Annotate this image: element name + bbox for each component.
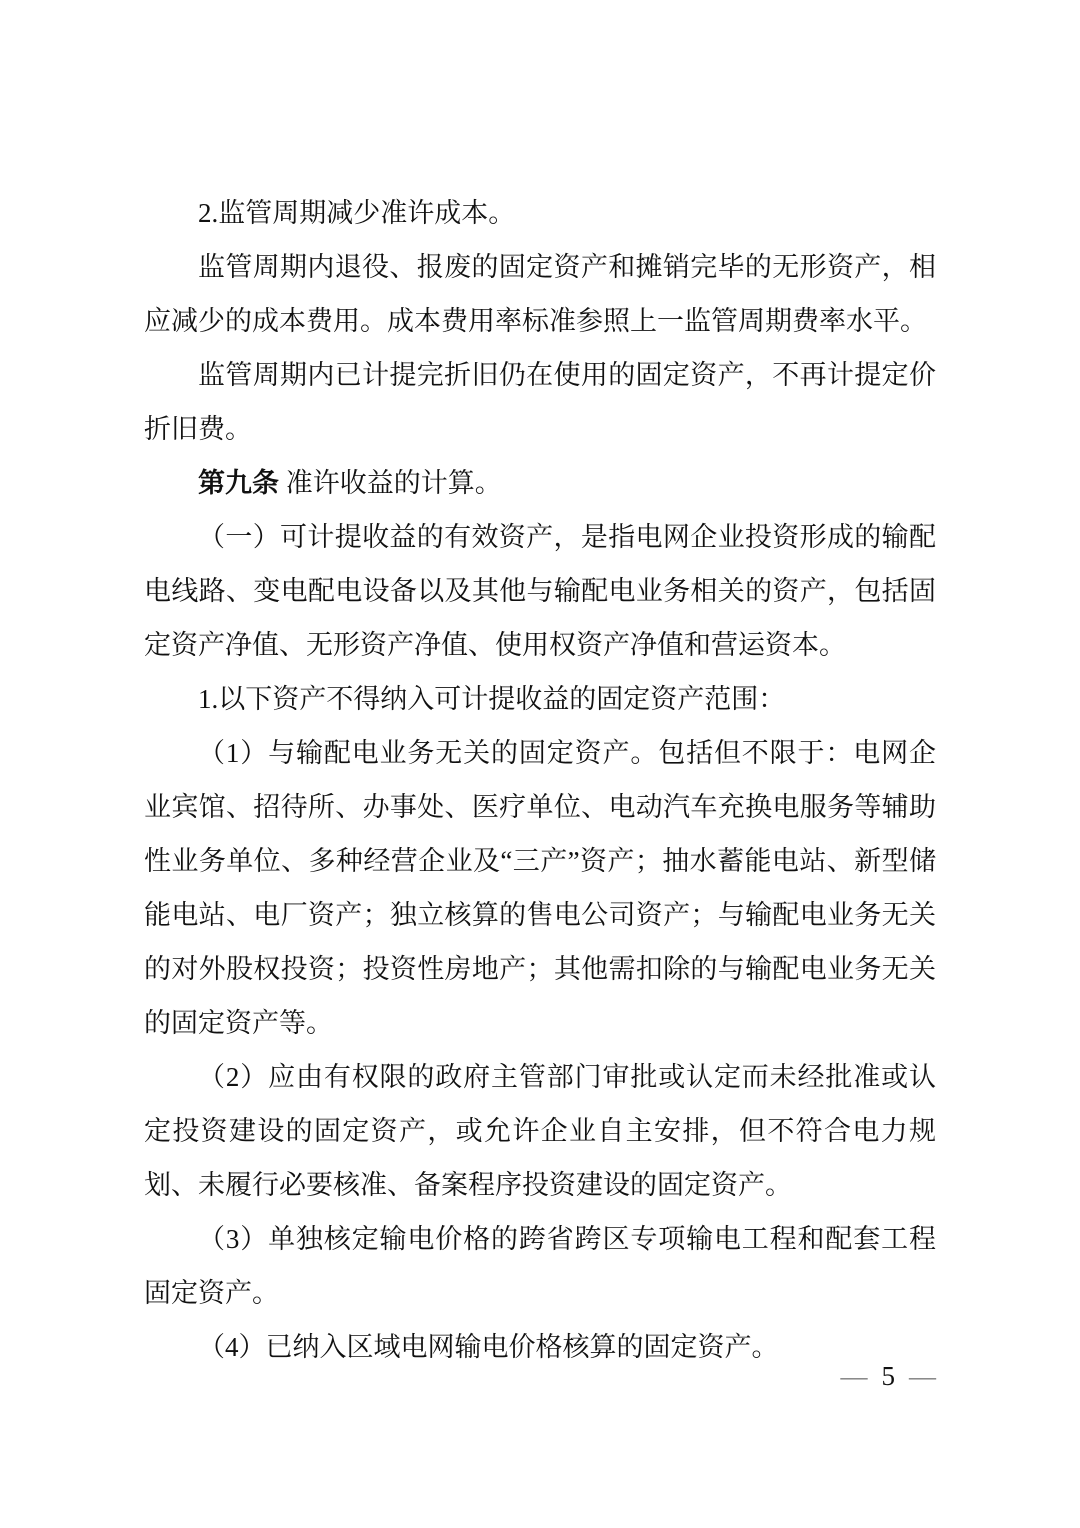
page-number-value: 5	[881, 1361, 895, 1391]
page-number-left-dash: —	[840, 1361, 868, 1391]
article-9-number: 第九条	[198, 468, 279, 498]
paragraph-article-9-heading	[144, 456, 936, 510]
paragraph-excluded-item-1: （1）与输配电业务无关的固定资产。包括但不限于：电网企业宾馆、招待所、办事处、医疗单位、电动汽车充换电服务等辅助性业务单位、多种经营企业及“三产”资产；抽水蓄能电站、新型储能电站、电厂资产；独立核算的售电公司资产；与输配电业务无关的对外股权投资；投资性房地产；其他需扣除的与输配电业务无关的固定资产等。	[144, 738, 936, 1038]
paragraph-cost-reduction-heading: 2.监管周期减少准许成本。	[198, 198, 516, 228]
paragraph-retired-assets: 监管周期内退役、报废的固定资产和摊销完毕的无形资产，相应减少的成本费用。成本费用率标准参照上一监管周期费率水平。	[144, 252, 936, 336]
paragraph-excluded-item-2: （2）应由有权限的政府主管部门审批或认定而未经批准或认定投资建设的固定资产，或允许企业自主安排，但不符合电力规划、未履行必要核准、备案程序投资建设的固定资产。	[144, 1062, 936, 1200]
article-9-title: 准许收益的计算。	[279, 468, 502, 498]
page-number-right-dash: —	[909, 1361, 936, 1391]
paragraph-depreciated-assets: 监管周期内已计提完折旧仍在使用的固定资产，不再计提定价折旧费。	[144, 360, 936, 444]
paragraph-effective-assets-definition: （一）可计提收益的有效资产，是指电网企业投资形成的输配电线路、变电配电设备以及其他与输配电业务相关的资产，包括固定资产净值、无形资产净值、使用权资产净值和营运资本。	[144, 522, 936, 660]
document-body-text	[144, 186, 936, 1374]
paragraph-excluded-item-3: （3）单独核定输电价格的跨省跨区专项输电工程和配套工程固定资产。	[144, 1224, 936, 1308]
paragraph-excluded-assets-heading: 1.以下资产不得纳入可计提收益的固定资产范围：	[198, 684, 786, 714]
page-number	[841, 1358, 937, 1394]
paragraph-excluded-item-4: （4）已纳入区域电网输电价格核算的固定资产。	[198, 1332, 779, 1362]
